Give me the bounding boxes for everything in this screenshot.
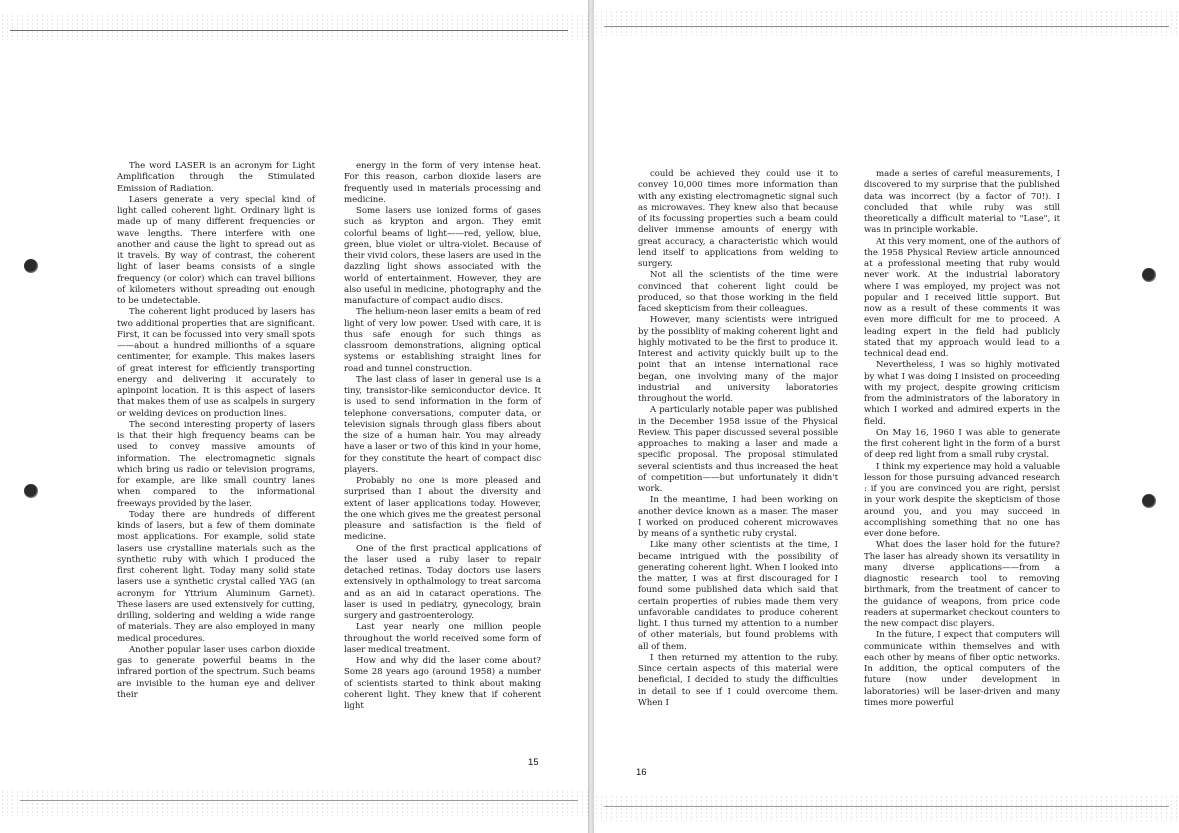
paragraph: The coherent light produced by lasers has two additional properties that are significant. First, it can be focussed into very small spots ——about a hundred millionths of a square centimenter, for example. This makes lasers of great interest for efficiently transporting energy and delivering it accurately to apinpoint location. It is this aspect of lasers that makes them of use as scalpels in surgery or welding devices on production lines. bbox=[117, 307, 315, 419]
punch-hole-upper bbox=[24, 259, 38, 273]
scan-noise-bottom bbox=[0, 790, 588, 816]
page-top-rule bbox=[604, 26, 1169, 27]
paragraph: Today there are hundreds of different kinds of lasers, but a few of them dominate most applications. For example, solid state lasers use crystalline materials such as the synthetic ruby with which I produced the first coherent light. Today many solid state lasers use a synthetic crystal called YAG (an acronym for Yttrium Aluminum Garnet). These lasers are used extensively for cutting, drilling, soldering and welding a wide range of materials. They are also employed in many medical procedures. bbox=[117, 509, 315, 644]
paragraph: A particularly notable paper was published in the December 1958 issue of the Physical Review. This paper discussed several possible approaches to making a laser and made a specific proposal. The proposal stimulated several scientists and thus increased the heat of competition——but unfortunately it didn't work. bbox=[638, 405, 838, 494]
paragraph: At this very moment, one of the authors of the 1958 Physical Review article announced at a professional meeting that ruby would never work. At the industrial laboratory where I was employed, my project was not popular and I received little support. But now as a result of these comments it was even more difficult for me to proceed. A leading expert in the field had publicly stated that my approach would lead to a technical dead end. bbox=[864, 236, 1060, 359]
paragraph: I then returned my attention to the ruby. Since certain aspects of this material were beneficial, I decided to study the difficulties in detail to see if I could overcome them. When I bbox=[638, 652, 838, 708]
paragraph: In the meantime, I had been working on another device known as a maser. The maser I worked on produced coherent microwaves by means of a synthetic ruby crystal. bbox=[638, 495, 838, 539]
paragraph: Another popular laser uses carbon dioxide gas to generate powerful beams in the infrared portion of the spectrum. Such beams are invisible to the human eye and deliver their bbox=[117, 644, 315, 700]
right-page-column-2 bbox=[864, 169, 1060, 709]
paragraph: energy in the form of very intense heat. For this reason, carbon dioxide lasers are frequently used in materials processing and medicine. bbox=[344, 161, 541, 205]
paragraph: Lasers generate a very special kind of light called coherent light. Ordinary light is made up of many different frequencies or wave lengths. There interfere with one another and cause the light to spread out as it travels. By way of contrast, the coherent light of laser beams consists of a single frequency (or color) which can travel billions of kilometers without spreading out enough to be undetectable. bbox=[117, 194, 315, 306]
scan-noise-top bbox=[594, 10, 1179, 36]
paragraph: Nevertheless, I was so highly motivated by what I was doing I insisted on proceeding with my project, despite growing criticism from the administrators of the laboratory in which I worked and admired experts in the field. bbox=[864, 360, 1060, 427]
paragraph: However, many scientists were intrigued by the possiblity of making coherent light and highly motivated to be the first to produce it. Interest and activity quickly built up to the point that an intense international race began, one involving many of the major industrial and university laboratories throughout the world. bbox=[638, 315, 838, 404]
page-left bbox=[0, 0, 588, 833]
page-top-rule bbox=[10, 30, 568, 31]
scan-noise-bottom bbox=[594, 795, 1179, 821]
paragraph: The second interesting property of lasers is that their high frequency beams can be used to convey massive amounts of information. The electromagnetic signals which bring us radio or television programs, for example, are like small country lanes when compared to the informational freeways provided by the laser. bbox=[117, 419, 315, 509]
page-bottom-rule bbox=[20, 800, 578, 801]
paragraph: I think my experience may hold a valuable lesson for those pursuing advanced research : if you are convinced you are right, persist in your work despite the skepticism of those around you, and you may succeed in accomplishing something that no one has ever done before. bbox=[864, 461, 1060, 539]
paragraph: could be achieved they could use it to convey 10,000 times more information than with any existing electromagnetic signal such as microwaves. They knew also that because of its focussing properties such a beam could deliver immense amounts of energy with great accuracy, a characteristic which would lend itself to applications from welding to surgery. bbox=[638, 169, 838, 269]
paragraph: In the future, I expect that computers will communicate within themselves and with each other by means of fiber optic networks. In addition, the optical computers of the future (now under development in laboratories) will be laser-driven and many times more powerful bbox=[864, 630, 1060, 708]
page-number: 16 bbox=[636, 767, 647, 778]
punch-hole-lower bbox=[1142, 494, 1156, 508]
paragraph: On May 16, 1960 I was able to generate the first coherent light in the form of a burst of deep red light from a small ruby crystal. bbox=[864, 427, 1060, 461]
paragraph: The word LASER is an acronym for Light Amplification through the Stimulated Emission of Radiation. bbox=[117, 161, 315, 194]
page-bottom-rule bbox=[604, 806, 1169, 807]
paragraph: Not all the scientists of the time were convinced that coherent light could be produced, so that those working in the field faced skepticism from their colleagues. bbox=[638, 270, 838, 314]
paragraph: Like many other scientists at the time, I became intrigued with the possibility of generating coherent light. When I looked into the matter, I was at first discouraged for I found some published data which said that certain properties of rubies made them very unfavorable candidates to produce coherent light. I thus turned my attention to a number of other materials, but found problems with all of them. bbox=[638, 540, 838, 652]
paragraph: Last year nearly one million people throughout the world received some form of laser medical treatment. bbox=[344, 622, 541, 655]
right-page-column-1 bbox=[638, 169, 838, 709]
punch-hole-upper bbox=[1142, 268, 1156, 282]
paragraph: The helium-neon laser emits a beam of red light of very low power. Used with care, it is thus safe enough for such things as classroom demonstrations, aligning optical systems or establishing straight lines for road and tunnel construction. bbox=[344, 307, 541, 374]
paragraph: How and why did the laser come about? Some 28 years ago (around 1958) a number of scientists started to think about making coherent light. They knew that if coherent light bbox=[344, 656, 541, 711]
paragraph: Some lasers use ionized forms of gases such as krypton and argon. They emit colorful beams of light——red, yellow, blue, green, blue violet or ultra-violet. Because of their vivid colors, these lasers are used in the dazzling light shows associated with the world of entertainment. However, they are also useful in medicine, photography and the manufacture of compact audio discs. bbox=[344, 206, 541, 306]
paragraph: The last class of laser in general use is a tiny, transistor-like semiconductor device. It is used to send information in the form of telephone conversations, computer data, or television signals through glass fibers about the size of a human hair. You may already have a laser or two of this kind in your home, for they constitute the heart of compact disc players. bbox=[344, 374, 541, 475]
scan-noise-top bbox=[0, 14, 588, 40]
paragraph: One of the first practical applications of the laser used a ruby laser to repair detached retinas. Today doctors use lasers extensively in opthalmology to treat sarcoma and as an aid in cataract operations. The laser is used in pediatry, gynecology, brain surgery and gastroenterology. bbox=[344, 543, 541, 621]
left-page-column-2 bbox=[344, 161, 541, 712]
page-right bbox=[594, 0, 1179, 833]
punch-hole-lower bbox=[24, 484, 38, 498]
paragraph: Probably no one is more pleased and surprised than I about the diversity and extent of laser applications today. However, the one which gives me the greatest personal pleasure and satisfaction is the field of medicine. bbox=[344, 476, 541, 543]
paragraph: What does the laser hold for the future? The laser has already shown its versatility in many diverse applications——from a diagnostic research tool to removing birthmark, from the treatment of cancer to the guidance of weapons, from price code readers at supermarket checkout counters to the new compact disc players. bbox=[864, 540, 1060, 629]
page-number: 15 bbox=[528, 757, 539, 768]
left-page-column-1 bbox=[117, 161, 315, 701]
paragraph: made a series of careful measurements, I discovered to my surprise that the published data was incorrect (by a factor of 70!). I concluded that while ruby was still theoretically a difficult material to "Lase", it was in principle workable. bbox=[864, 169, 1060, 236]
